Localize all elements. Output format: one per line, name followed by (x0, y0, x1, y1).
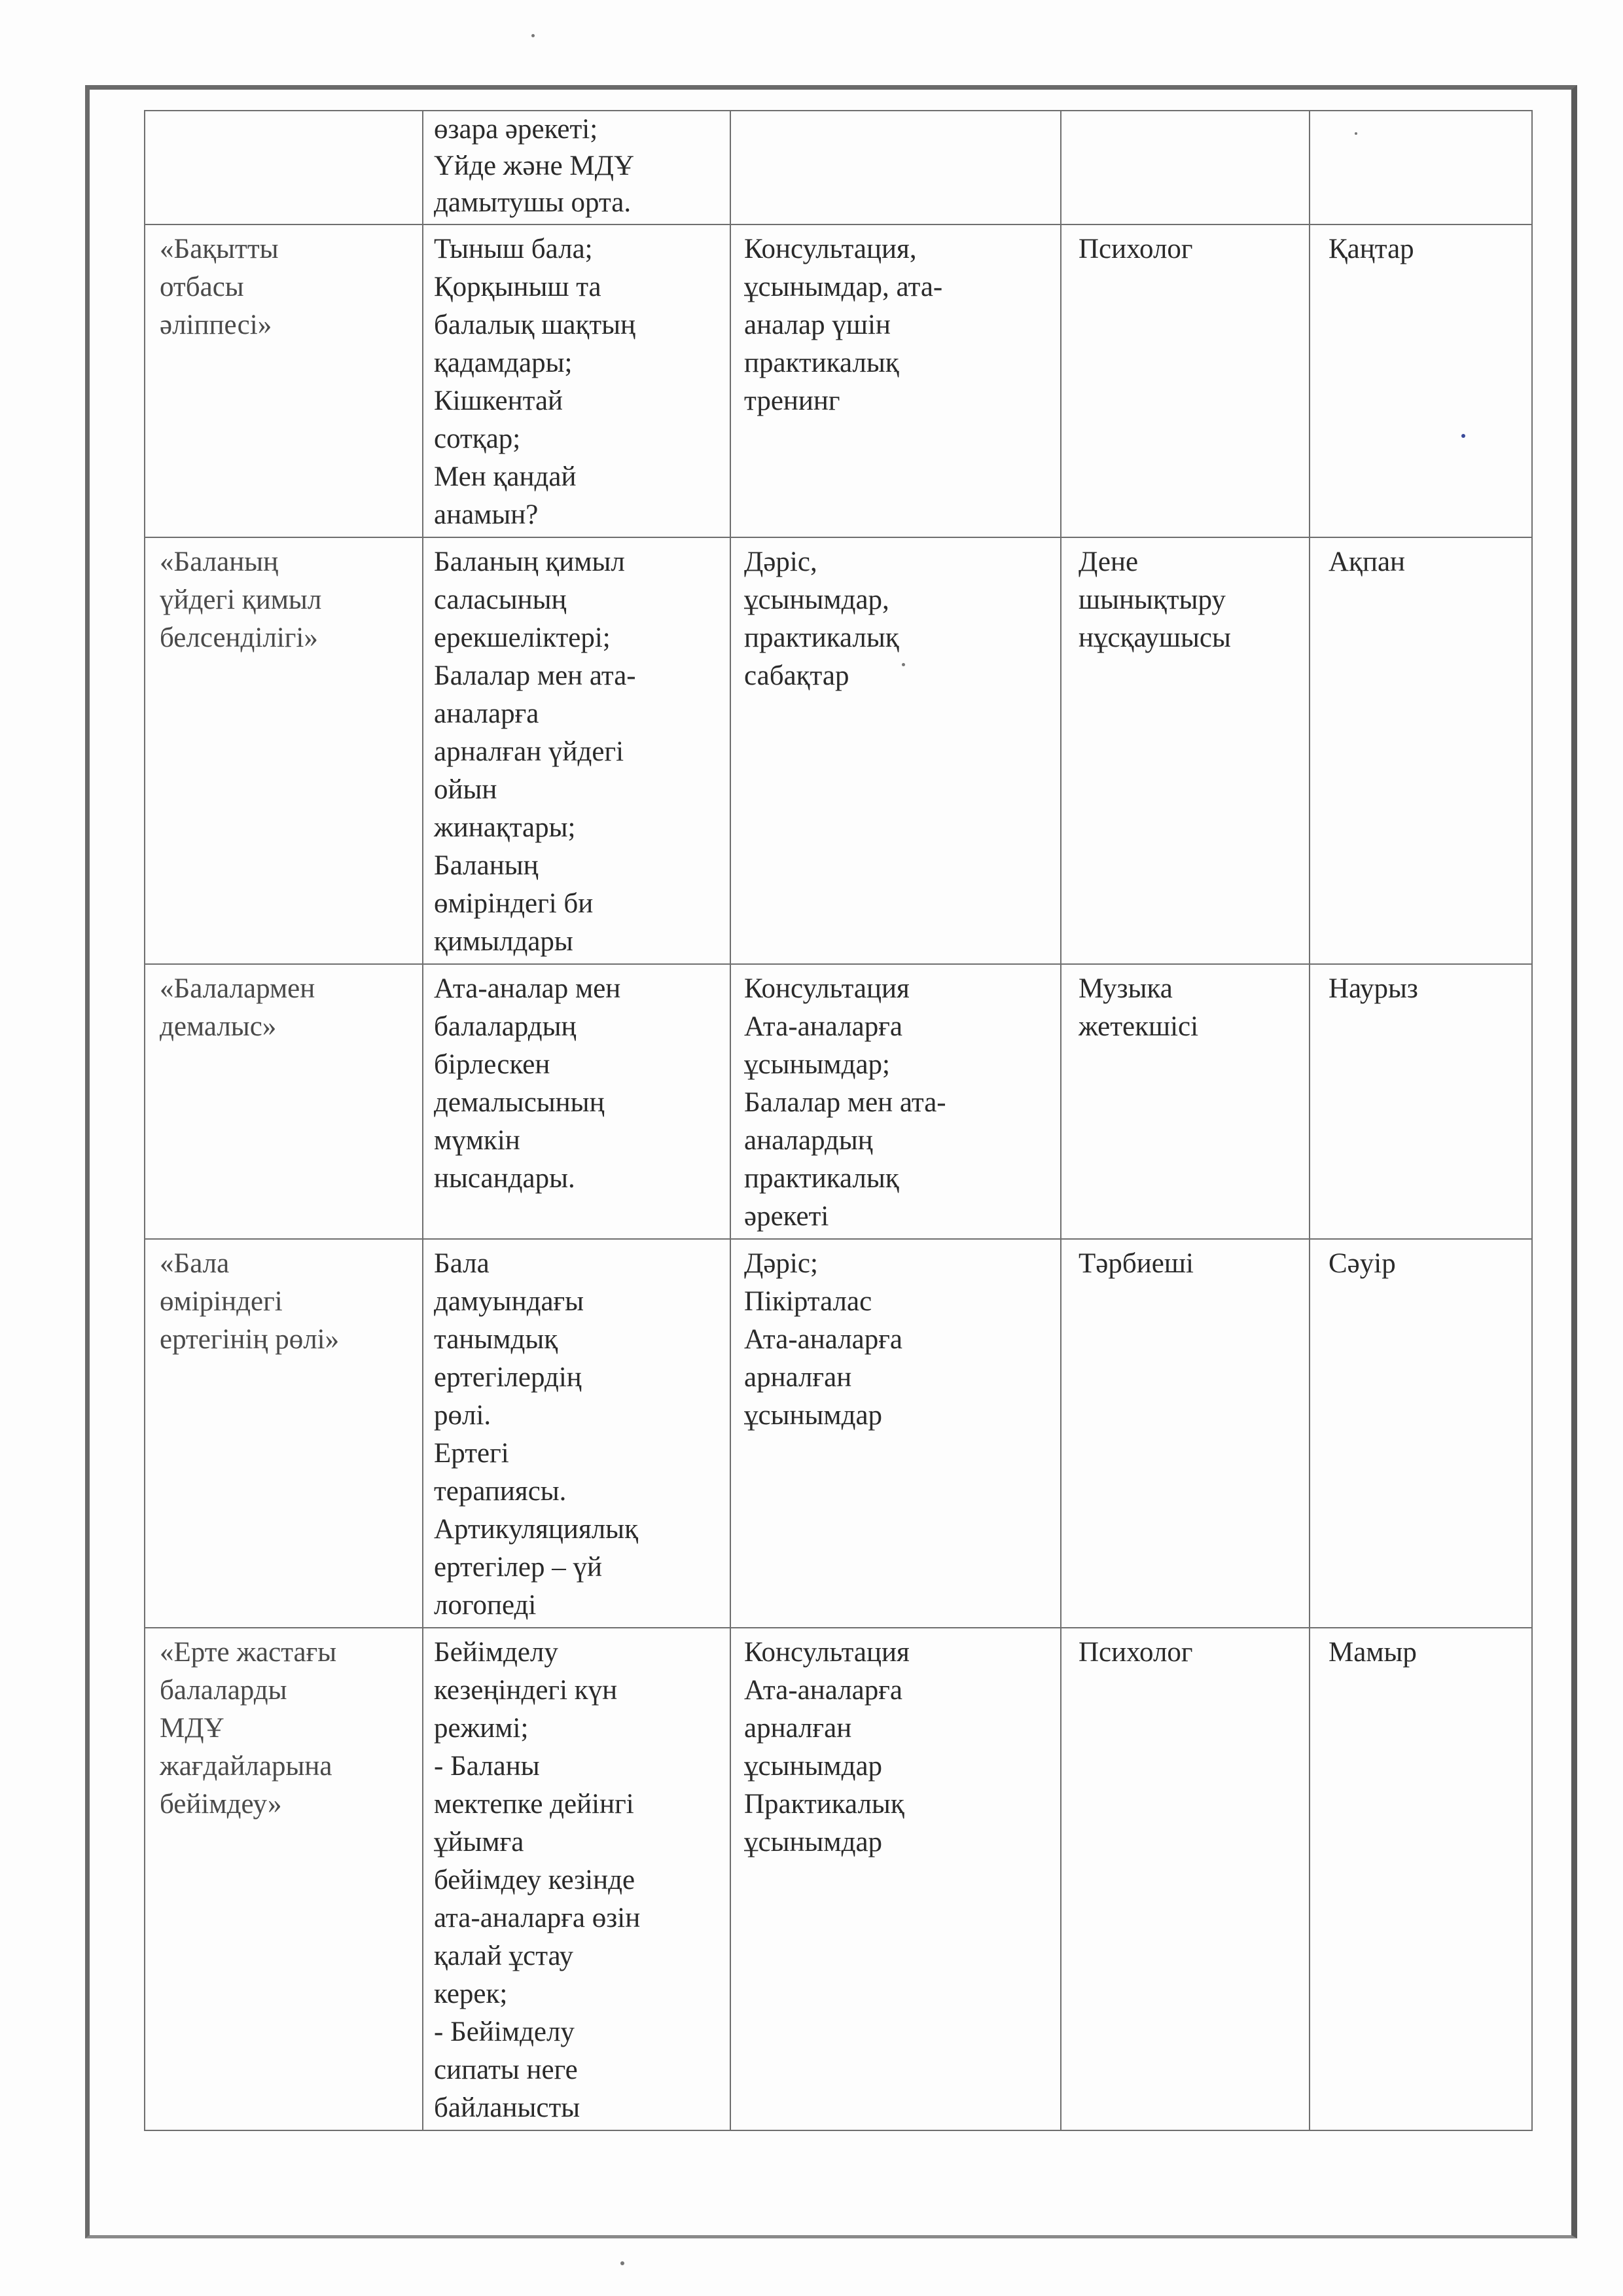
table-row (145, 1628, 1532, 2130)
form-cell: Консультация Ата-аналарға арналған ұсынымдар Практикалық ұсынымдар (730, 1628, 1061, 2130)
topic-cell (145, 111, 423, 224)
responsible-cell (1061, 111, 1310, 224)
topic-cell: «Бақытты отбасы әліппесі» (145, 224, 423, 537)
topic-cell: «Балалармен демалыс» (145, 964, 423, 1239)
topic-cell: «Ерте жастағы балаларды МДҰ жағдайларына бейімдеу» (145, 1628, 423, 2130)
table-row (145, 224, 1532, 537)
table-row (145, 1239, 1532, 1628)
responsible-cell: Психолог (1061, 224, 1310, 537)
scan-speck (1355, 132, 1357, 135)
form-cell: Дәріс; Пікірталас Ата-аналарға арналған ұсынымдар (730, 1239, 1061, 1628)
table-row (145, 111, 1532, 224)
form-cell: Консультация, ұсынымдар, ата- аналар үшін практикалық тренинг (730, 224, 1061, 537)
month-cell (1310, 111, 1532, 224)
scan-speck (1461, 434, 1465, 438)
content-cell: Бейімделу кезеңіндегі күн режимі; - Баланы мектепке дейінгі ұйымға бейімдеу кезінде ата-аналарға өзін қалай ұстау керек; - Бейімделу сипаты неге байланысты (423, 1628, 730, 2130)
month-cell: Ақпан (1310, 537, 1532, 964)
month-cell: Наурыз (1310, 964, 1532, 1239)
form-cell: Консультация Ата-аналарға ұсынымдар; Балалар мен ата- аналардың практикалық әрекеті (730, 964, 1061, 1239)
form-cell: Дәріс, ұсынымдар, практикалық сабақтар (730, 537, 1061, 964)
content-cell: өзара әрекеті; Үйде және МДҰ дамытушы орта. (423, 111, 730, 224)
scan-speck (902, 663, 905, 666)
table-row (145, 537, 1532, 964)
responsible-cell: Тәрбиеші (1061, 1239, 1310, 1628)
month-cell: Сәуір (1310, 1239, 1532, 1628)
month-cell: Қаңтар (1310, 224, 1532, 537)
parent-work-plan-table (144, 110, 1533, 2131)
table-row (145, 964, 1532, 1239)
content-cell: Ата-аналар мен балалардың бірлескен демалысының мүмкін нысандары. (423, 964, 730, 1239)
responsible-cell: Музыка жетекшісі (1061, 964, 1310, 1239)
content-cell: Тыныш бала; Қорқыныш та балалық шақтың қадамдары; Кішкентай сотқар; Мен қандай анамын? (423, 224, 730, 537)
form-cell (730, 111, 1061, 224)
scan-speck (620, 2261, 624, 2265)
month-cell: Мамыр (1310, 1628, 1532, 2130)
responsible-cell: Дене шынықтыру нұсқаушысы (1061, 537, 1310, 964)
topic-cell: «Бала өміріндегі ертегінің рөлі» (145, 1239, 423, 1628)
responsible-cell: Психолог (1061, 1628, 1310, 2130)
content-cell: Бала дамуындағы танымдық ертегілердің рөлі. Ертегі терапиясы. Артикуляциялық ертегілер – үй логопеді (423, 1239, 730, 1628)
scan-speck (531, 34, 535, 37)
content-cell: Баланың қимыл саласының ерекшеліктері; Балалар мен ата- аналарға арналған үйдегі ойын жинақтары; Баланың өміріндегі би қимылдары (423, 537, 730, 964)
topic-cell: «Баланың үйдегі қимыл белсенділігі» (145, 537, 423, 964)
